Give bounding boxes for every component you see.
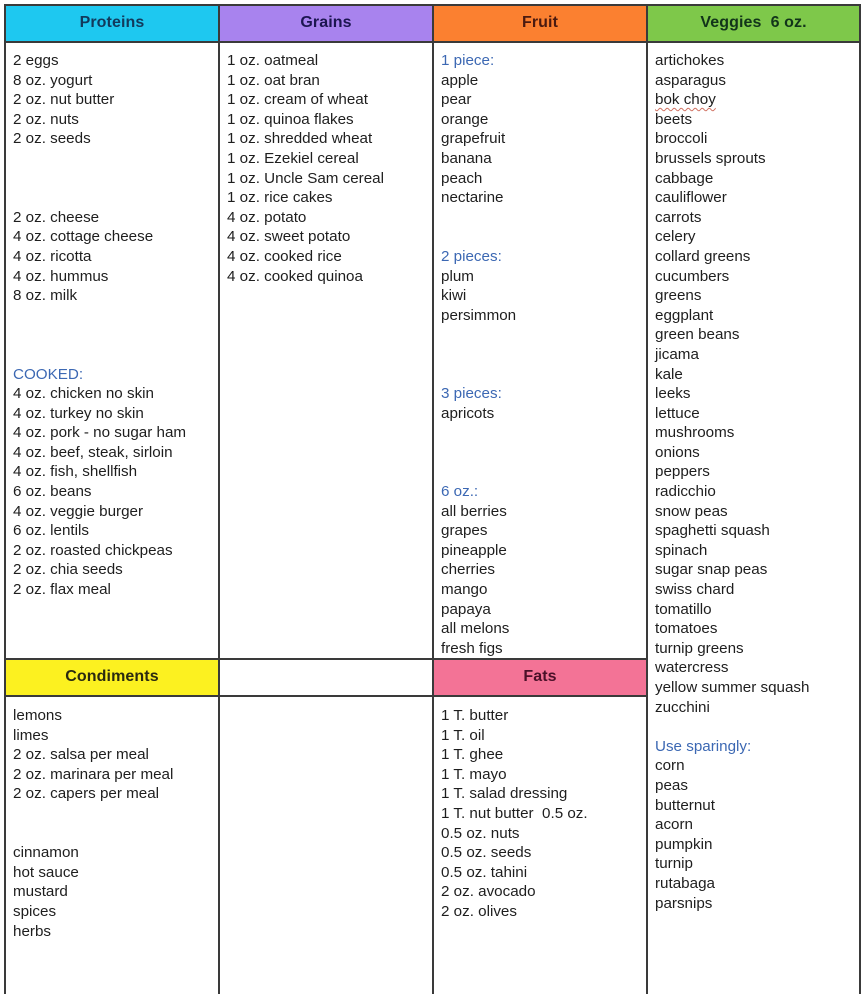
list-item: pear [441, 91, 472, 109]
three-pieces-subheading: 3 pieces: [441, 385, 502, 403]
list-item: spaghetti squash [655, 522, 770, 540]
list-item: 4 oz. fish, shellfish [13, 463, 138, 481]
list-item: 2 oz. marinara per meal [13, 765, 174, 783]
list-item: persimmon [441, 306, 517, 324]
fruit-header [433, 5, 647, 41]
list-item: plum [441, 267, 474, 285]
list-item: 1 T. ghee [441, 746, 504, 764]
proteins-header-label: Proteins [79, 14, 145, 31]
list-item: 2 oz. cheese [13, 208, 100, 226]
fats-header [433, 659, 647, 695]
list-item: apricots [441, 404, 495, 422]
list-item: celery [655, 228, 696, 246]
six-oz-subheading: 6 oz.: [441, 483, 479, 501]
list-item: 1 T. oil [441, 726, 485, 744]
list-item: 4 oz. turkey no skin [13, 404, 144, 422]
list-item: 2 oz. seeds [13, 130, 91, 148]
list-item: 2 oz. capers per meal [13, 785, 160, 803]
list-item: leeks [655, 385, 691, 403]
list-item: 2 oz. avocado [441, 883, 536, 901]
list-item: artichokes [655, 52, 725, 69]
row2-header-bottom-border [5, 695, 648, 697]
veggies-list [655, 51, 809, 913]
veggies-header-label: Veggies 6 oz. [700, 14, 807, 31]
list-item: 4 oz. pork - no sugar ham [13, 424, 187, 442]
list-item: butternut [655, 796, 715, 814]
list-item: yellow summer squash [655, 679, 810, 696]
list-item: green beans [655, 326, 740, 344]
empty-header-cell [219, 659, 433, 695]
list-item: 4 oz. ricotta [13, 247, 92, 265]
list-item: mustard [13, 883, 68, 901]
list-item: all melons [441, 620, 510, 638]
right-border [859, 4, 861, 994]
list-item: watercress [655, 659, 729, 677]
list-item: acorn [655, 816, 693, 834]
list-item: 1 oz. quinoa flakes [227, 110, 354, 128]
row2-top-border [5, 658, 648, 660]
list-item: snow peas [655, 502, 728, 520]
list-item: 6 oz. beans [13, 483, 92, 501]
list-item: 4 oz. sweet potato [227, 228, 351, 246]
list-item: asparagus [655, 71, 726, 89]
divider-1 [218, 4, 220, 994]
list-item: greens [655, 287, 702, 305]
list-item: spinach [655, 541, 708, 559]
two-pieces-subheading: 2 pieces: [441, 247, 502, 265]
food-exchange-table [5, 5, 860, 995]
list-item: sugar snap peas [655, 561, 768, 579]
list-item: 2 oz. nut butter [13, 91, 115, 109]
list-item: 1 oz. Ezekiel cereal [227, 149, 359, 167]
fats-header-label: Fats [523, 668, 557, 685]
list-item: tomatoes [655, 620, 718, 638]
proteins-list [13, 51, 186, 600]
list-item: brussels sprouts [655, 149, 766, 167]
list-item: grapefruit [441, 130, 506, 148]
list-item: banana [441, 149, 492, 167]
fruit-header-label: Fruit [521, 14, 559, 31]
list-item [655, 90, 809, 110]
list-item: peas [655, 776, 688, 794]
list-item: 4 oz. cooked rice [227, 247, 342, 265]
list-item: mushrooms [655, 424, 735, 442]
veggies-header [647, 5, 860, 41]
list-item: 1 T. mayo [441, 765, 507, 783]
condiments-header [5, 659, 219, 695]
list-item: swiss chard [655, 581, 735, 599]
list-item: 1 oz. shredded wheat [227, 130, 373, 148]
one-piece-subheading: 1 piece: [441, 52, 495, 69]
list-item: turnip [655, 855, 693, 873]
list-item: 2 oz. chia seeds [13, 561, 123, 579]
condiments-header-label: Condiments [65, 668, 159, 685]
list-item: 1 T. salad dressing [441, 785, 568, 803]
use-sparingly-subheading: Use sparingly: [655, 737, 752, 755]
list-item: 4 oz. veggie burger [13, 502, 144, 520]
list-item: 1 oz. rice cakes [227, 189, 333, 207]
list-item: hot sauce [13, 863, 79, 881]
list-item: collard greens [655, 247, 751, 265]
list-item: peppers [655, 463, 710, 481]
list-item: 1 oz. oat bran [227, 71, 320, 89]
list-item: 0.5 oz. seeds [441, 844, 532, 862]
list-item: 4 oz. hummus [13, 267, 109, 285]
list-item: radicchio [655, 483, 716, 501]
list-item: 2 eggs [13, 52, 59, 69]
list-item: 2 oz. roasted chickpeas [13, 541, 173, 559]
list-item: kale [655, 365, 683, 383]
list-item: lettuce [655, 404, 700, 422]
list-item: 4 oz. cooked quinoa [227, 267, 363, 285]
list-item: 2 oz. nuts [13, 110, 79, 128]
fats-list [441, 706, 588, 922]
list-item: spices [13, 902, 57, 920]
list-item: corn [655, 757, 685, 775]
list-item: limes [13, 726, 49, 744]
list-item: rutabaga [655, 874, 715, 892]
divider-3 [646, 4, 648, 994]
proteins-header [5, 5, 219, 41]
list-item: beets [655, 110, 693, 128]
list-item: 6 oz. lentils [13, 522, 89, 540]
list-item: 4 oz. potato [227, 208, 307, 226]
grains-header-label: Grains [300, 14, 352, 31]
divider-2 [432, 4, 434, 994]
list-item: cinnamon [13, 844, 79, 862]
list-item: parsnips [655, 894, 713, 912]
list-item: mango [441, 581, 488, 599]
fruit-list [441, 51, 516, 658]
grains-header [219, 5, 433, 41]
list-item: onions [655, 443, 700, 461]
list-item: cauliflower [655, 189, 727, 207]
list-item: turnip greens [655, 639, 744, 657]
list-item: herbs [13, 922, 51, 940]
list-item: apple [441, 71, 479, 89]
list-item: fresh figs [441, 639, 503, 657]
list-item: all berries [441, 502, 507, 520]
list-item: 4 oz. cottage cheese [13, 228, 154, 246]
list-item: carrots [655, 208, 702, 226]
list-item: pumpkin [655, 835, 713, 853]
list-item: cucumbers [655, 267, 730, 285]
list-item: 4 oz. beef, steak, sirloin [13, 443, 173, 461]
list-item: pineapple [441, 541, 507, 559]
list-item: 0.5 oz. tahini [441, 863, 528, 881]
list-item: 8 oz. milk [13, 287, 78, 305]
list-item: zucchini [655, 698, 710, 716]
list-item: 0.5 oz. nuts [441, 824, 520, 842]
list-item: cabbage [655, 169, 714, 187]
spellcheck-underlined-text: bok choy [655, 91, 716, 109]
list-item: 8 oz. yogurt [13, 71, 93, 89]
list-item: lemons [13, 707, 62, 724]
list-item: eggplant [655, 306, 714, 324]
list-item: orange [441, 110, 489, 128]
list-item: 4 oz. chicken no skin [13, 385, 154, 403]
list-item: tomatillo [655, 600, 712, 618]
cooked-subheading: COOKED: [13, 365, 84, 383]
list-item: nectarine [441, 189, 504, 207]
list-item: 1 oz. oatmeal [227, 52, 319, 69]
condiments-list [13, 706, 173, 941]
list-item: 1 T. butter [441, 707, 509, 724]
list-item: 2 oz. olives [441, 902, 517, 920]
list-item: 2 oz. salsa per meal [13, 746, 149, 764]
list-item: jicama [655, 345, 699, 363]
list-item: 1 oz. Uncle Sam cereal [227, 169, 385, 187]
list-item: grapes [441, 522, 488, 540]
list-item: 1 oz. cream of wheat [227, 91, 368, 109]
grains-list [227, 51, 384, 286]
list-item: papaya [441, 600, 491, 618]
list-item: cherries [441, 561, 496, 579]
list-item: 1 T. nut butter 0.5 oz. [441, 804, 588, 822]
list-item: peach [441, 169, 483, 187]
list-item: broccoli [655, 130, 708, 148]
list-item: 2 oz. flax meal [13, 581, 111, 599]
list-item: kiwi [441, 287, 467, 305]
left-border [4, 4, 6, 994]
